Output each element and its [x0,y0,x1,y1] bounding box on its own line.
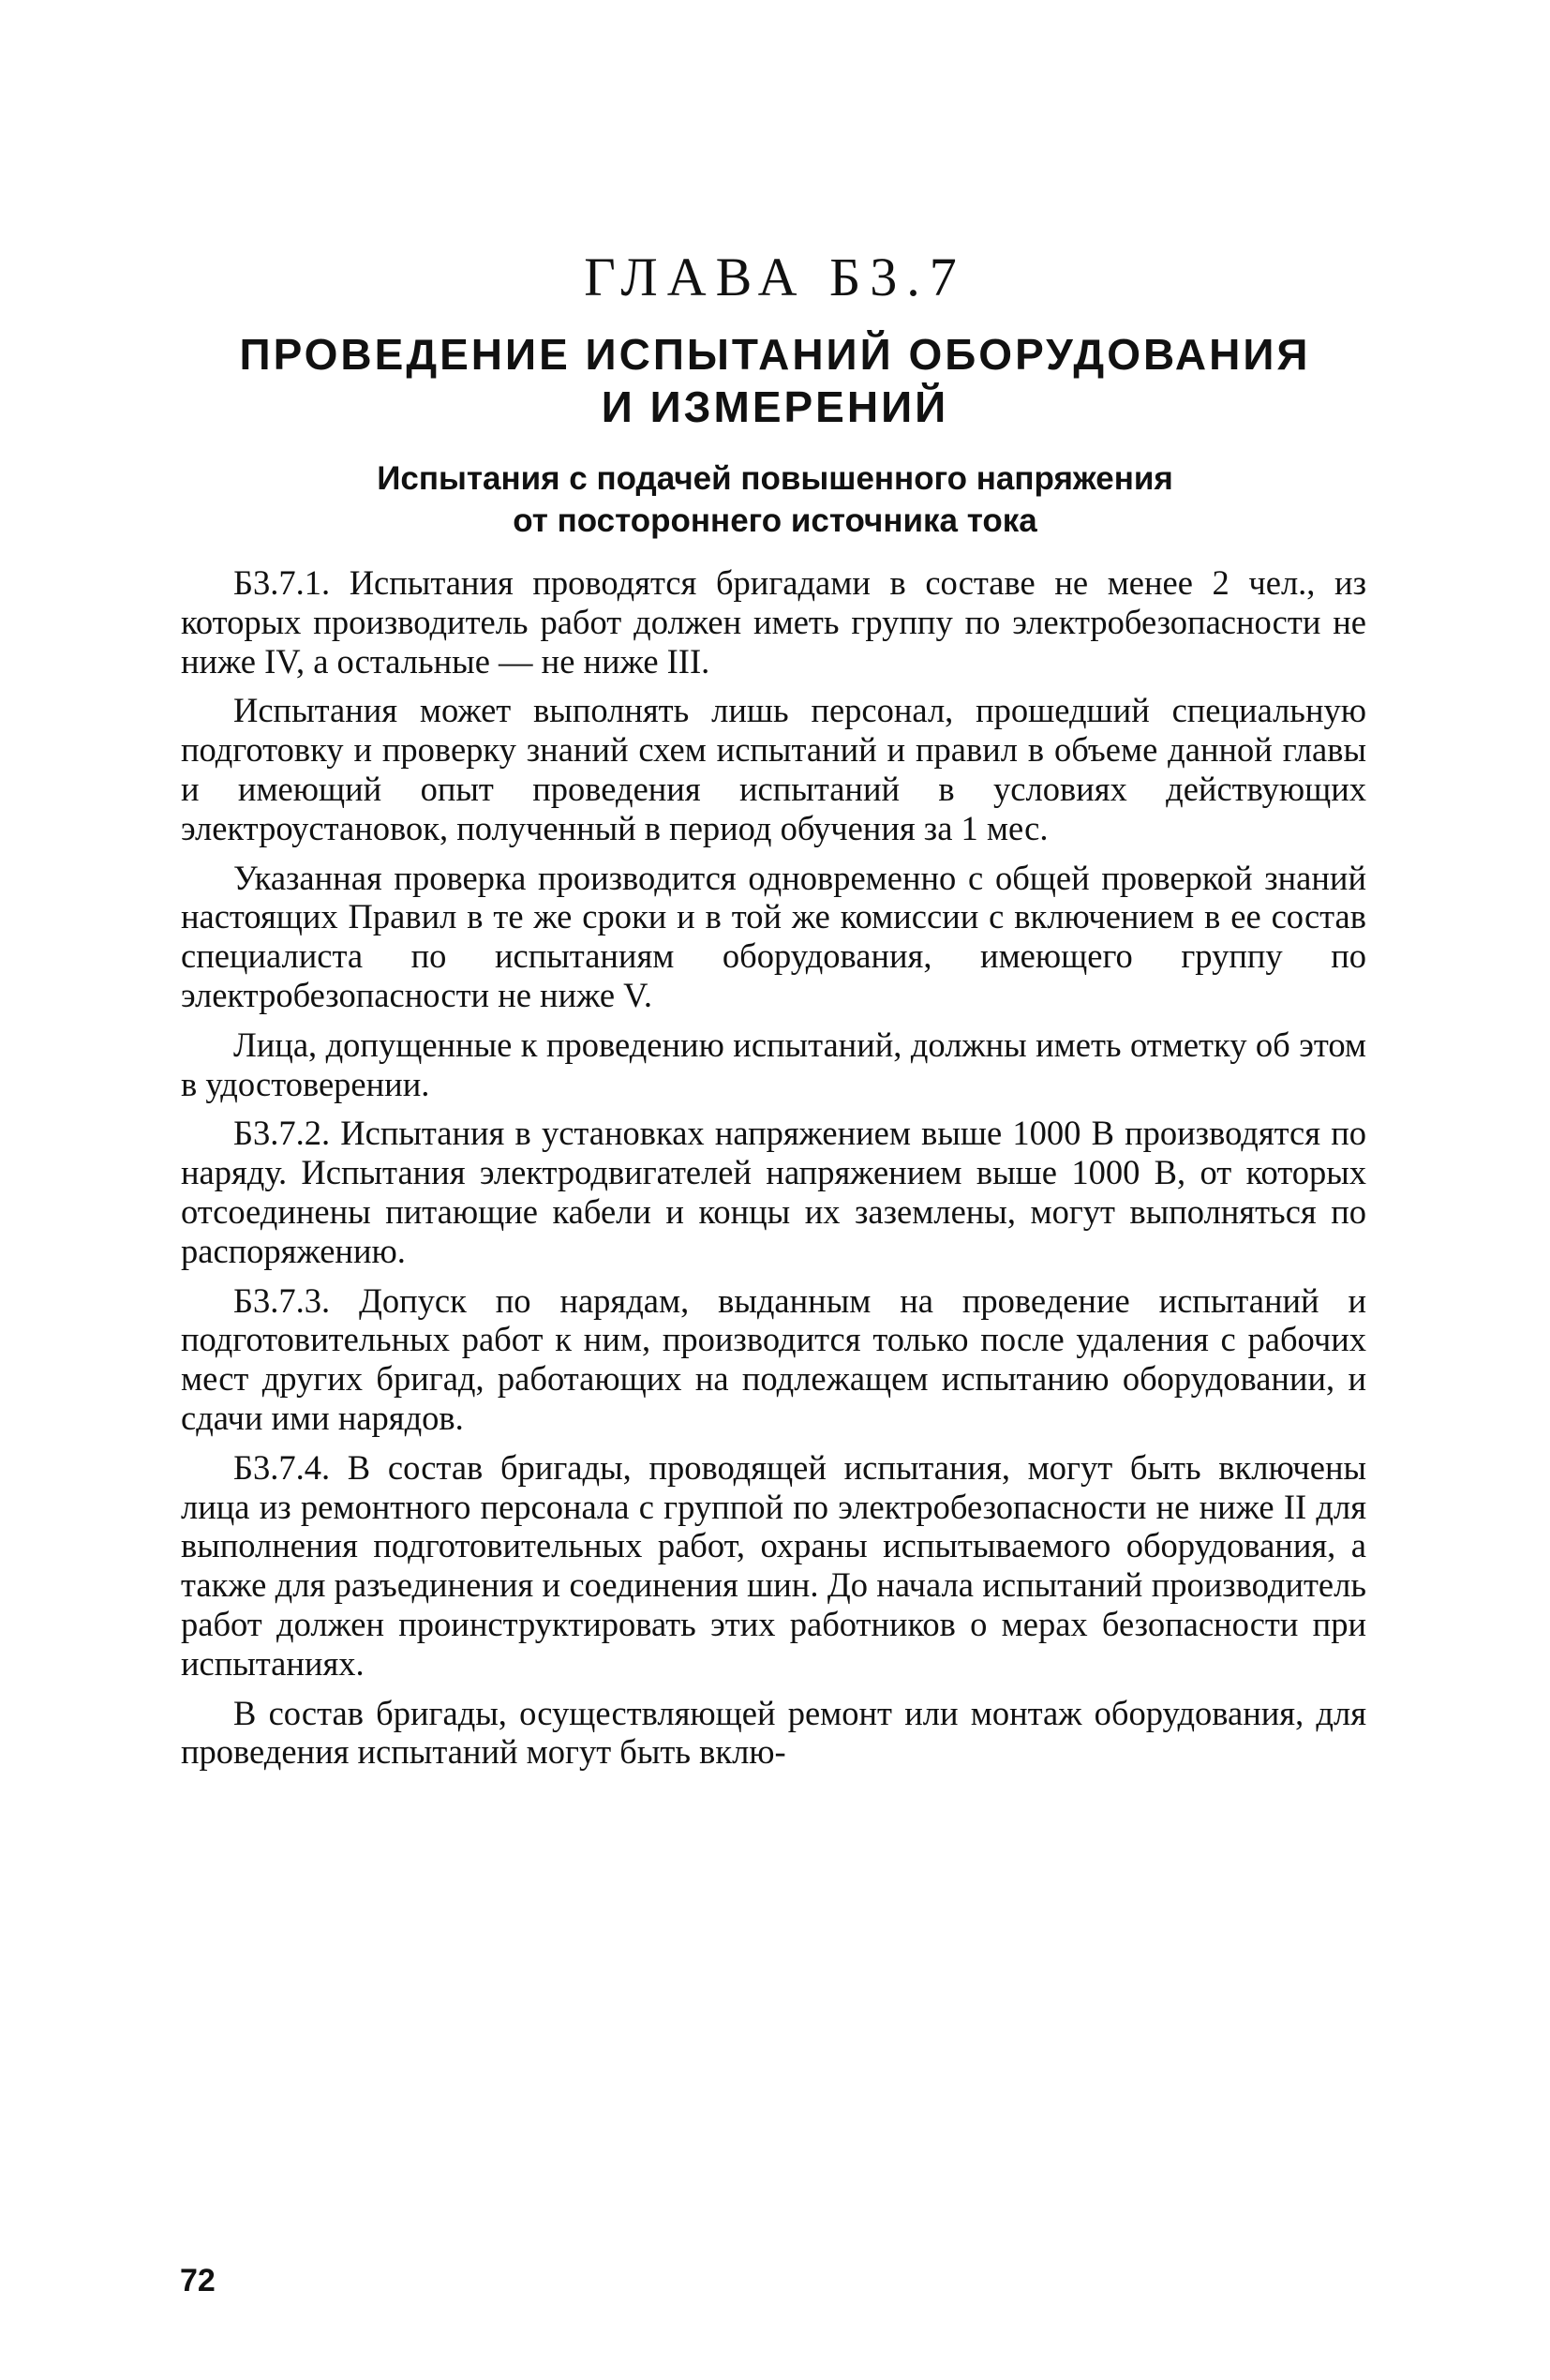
page-number: 72 [180,2263,216,2298]
chapter-title [0,328,1550,433]
paragraph: Указанная проверка производится одновременно с общей проверкой знаний настоящих Правил в те же сроки и в той же комиссии с включением в ее состав специалиста по испытаниям оборудования, имеющего группу по электробезопасности не ниже V. [181,858,1366,1014]
section-subtitle [0,457,1550,542]
chapter-title-line-1: ПРОВЕДЕНИЕ ИСПЫТАНИЙ ОБОРУДОВАНИЯ [239,330,1311,379]
paragraph: Б3.7.2. Испытания в установках напряжением выше 1000 В производятся по наряду. Испытания электродвигателей напряжением выше 1000 В, от которых отсоединены питающие кабели и концы их заземлены, могут выполняться по распоряжению. [181,1114,1366,1270]
chapter-heading: ГЛАВА Б3.7 [584,247,966,307]
body-text [181,563,1366,1782]
paragraph: Б3.7.3. Допуск по нарядам, выданным на проведение испытаний и подготовительных работ к ним, производится только после удаления с рабочих мест других бригад, работающих на подлежащем испытанию оборудовании, и сдачи ими нарядов. [181,1280,1366,1437]
paragraph: В состав бригады, осуществляющей ремонт или монтаж оборудования, для проведения испытаний могут быть вклю- [181,1693,1366,1772]
section-subtitle-line-2: от постороннего источника тока [513,502,1037,539]
paragraph: Лица, допущенные к проведению испытаний, должны иметь отметку об этом в удостоверении. [181,1025,1366,1103]
section-subtitle-line-1: Испытания с подачей повышенного напряжения [377,460,1173,497]
chapter-title-line-2: И ИЗМЕРЕНИЙ [601,382,949,431]
paragraph: Испытания может выполнять лишь персонал, прошедший специальную подготовку и проверку знаний схем испытаний и правил в объеме данной главы и имеющий опыт проведения испытаний в условиях действующих электроустановок, полученный в период обучения за 1 мес. [181,691,1366,847]
paragraph: Б3.7.4. В состав бригады, проводящей испытания, могут быть включены лица из ремонтного персонала с группой по электробезопасности не ниже II для выполнения подготовительных работ, охраны испытываемого оборудования, а также для разъединения и соединения шин. До начала испытаний производитель работ должен проинструктировать этих работников о мерах безопасности при испытаниях. [181,1447,1366,1683]
paragraph: Б3.7.1. Испытания проводятся бригадами в составе не менее 2 чел., из которых производитель работ должен иметь группу по электробезопасности не ниже IV, а остальные — не ниже III. [181,563,1366,681]
